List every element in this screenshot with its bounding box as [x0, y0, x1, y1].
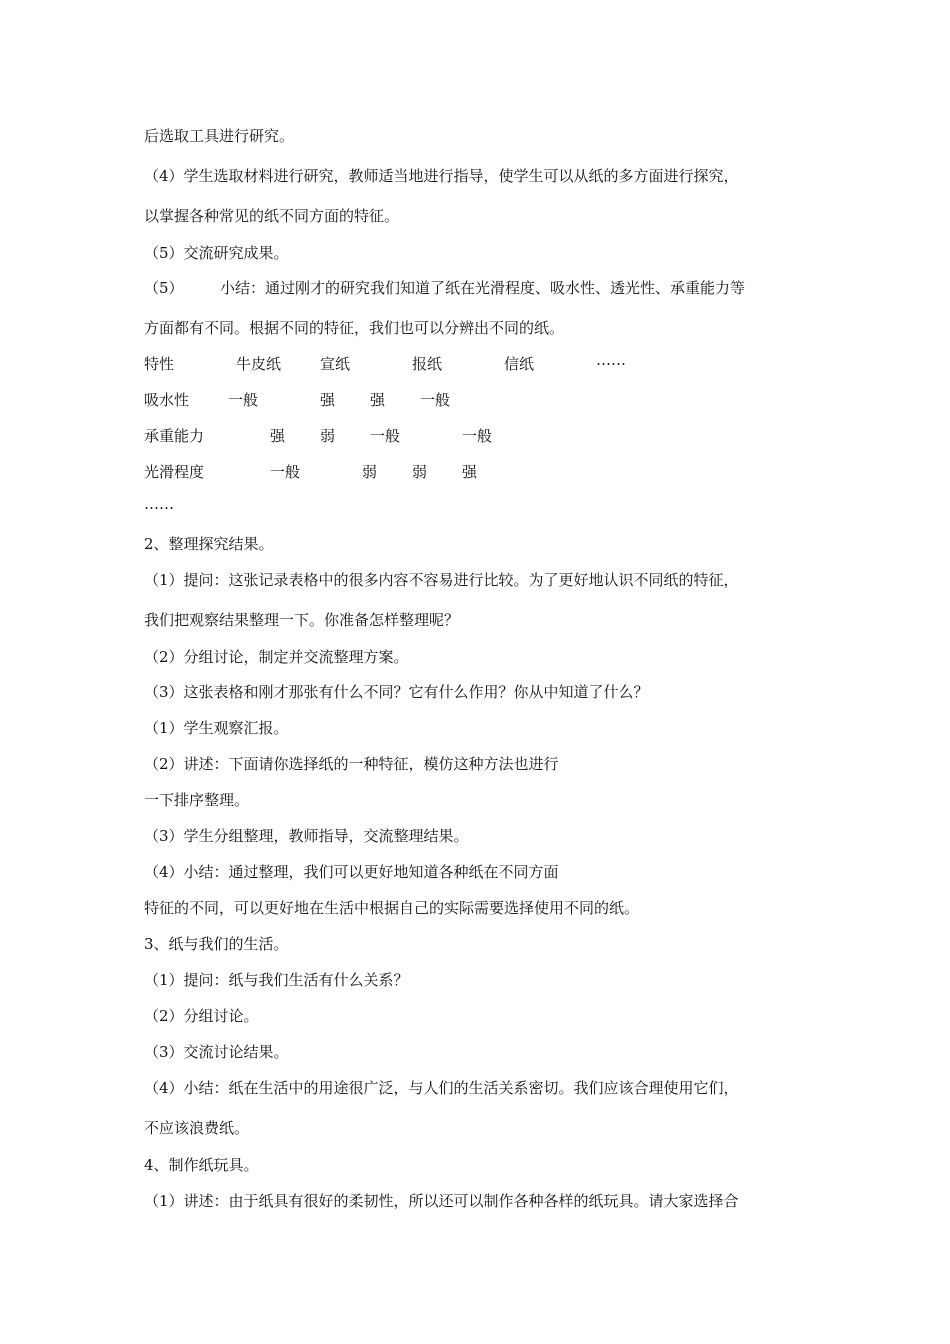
- table-cell: 强: [370, 391, 386, 409]
- table-cell: 吸水性: [144, 391, 190, 409]
- section-heading: 2、整理探究结果。: [144, 535, 274, 553]
- table-cell: 一般: [228, 391, 259, 409]
- table-header-cell: 宣纸: [320, 355, 351, 373]
- table-header-cell: ……: [596, 351, 626, 369]
- text-line: （2）分组讨论。: [144, 1007, 259, 1025]
- section-heading: 4、制作纸玩具。: [144, 1156, 259, 1174]
- table-cell: 一般: [462, 427, 493, 445]
- table-cell: 一般: [420, 391, 451, 409]
- section-heading: 3、纸与我们的生活。: [144, 935, 289, 953]
- table-cell: 强: [270, 427, 286, 445]
- text-line: （4）小结：纸在生活中的用途很广泛，与人们的生活关系密切。我们应该合理使用它们，: [144, 1079, 739, 1097]
- text-line: （2）讲述：下面请你选择纸的一种特征，模仿这种方法也进行: [144, 755, 559, 773]
- text-line: （5）交流研究成果。: [144, 244, 289, 262]
- text-line: 我们把观察结果整理一下。你准备怎样整理呢？: [144, 611, 460, 629]
- table-header-cell: 信纸: [504, 355, 535, 373]
- text-line: 一下排序整理。: [144, 791, 250, 809]
- table-cell: 弱: [320, 427, 336, 445]
- table-cell: 一般: [270, 463, 301, 481]
- text-line: 以掌握各种常见的纸不同方面的特征。: [144, 207, 400, 225]
- text-line: 不应该浪费纸。: [144, 1119, 250, 1137]
- text-line: （1）提问：这张记录表格中的很多内容不容易进行比较。为了更好地认识不同纸的特征，: [144, 571, 739, 589]
- text-line: （1）提问：纸与我们生活有什么关系？: [144, 971, 409, 989]
- text-line: （4）小结：通过整理，我们可以更好地知道各种纸在不同方面: [144, 863, 559, 881]
- table-cell: 强: [320, 391, 336, 409]
- text-line: （4）学生选取材料进行研究，教师适当地进行指导，使学生可以从纸的多方面进行探究，: [144, 167, 739, 185]
- text-line: （2）分组讨论，制定并交流整理方案。: [144, 648, 409, 666]
- text-line: 方面都有不同。根据不同的特征，我们也可以分辨出不同的纸。: [144, 319, 565, 337]
- text-line: （3）学生分组整理，教师指导，交流整理结果。: [144, 827, 469, 845]
- text-line: （5）: [144, 279, 184, 297]
- text-line: 后选取工具进行研究。: [144, 127, 295, 145]
- table-cell: 弱: [412, 463, 428, 481]
- text-line: 小结：通过刚才的研究我们知道了纸在光滑程度、吸水性、透光性、承重能力等: [220, 279, 746, 297]
- table-cell: 一般: [370, 427, 401, 445]
- text-line: （3）交流讨论结果。: [144, 1043, 289, 1061]
- table-cell: 弱: [362, 463, 378, 481]
- table-cell: 光滑程度: [144, 463, 205, 481]
- table-cell: 承重能力: [144, 427, 205, 445]
- table-ellipsis: ……: [144, 495, 174, 513]
- table-header-cell: 特性: [144, 355, 175, 373]
- table-cell: 强: [462, 463, 478, 481]
- text-line: （3）这张表格和刚才那张有什么不同？它有什么作用？你从中知道了什么？: [144, 683, 649, 701]
- table-header-cell: 报纸: [412, 355, 443, 373]
- text-line: （1）讲述：由于纸具有很好的柔韧性，所以还可以制作各种各样的纸玩具。请大家选择合: [144, 1192, 739, 1210]
- table-header-cell: 牛皮纸: [236, 355, 282, 373]
- text-line: （1）学生观察汇报。: [144, 719, 289, 737]
- text-line: 特征的不同，可以更好地在生活中根据自己的实际需要选择使用不同的纸。: [144, 899, 640, 917]
